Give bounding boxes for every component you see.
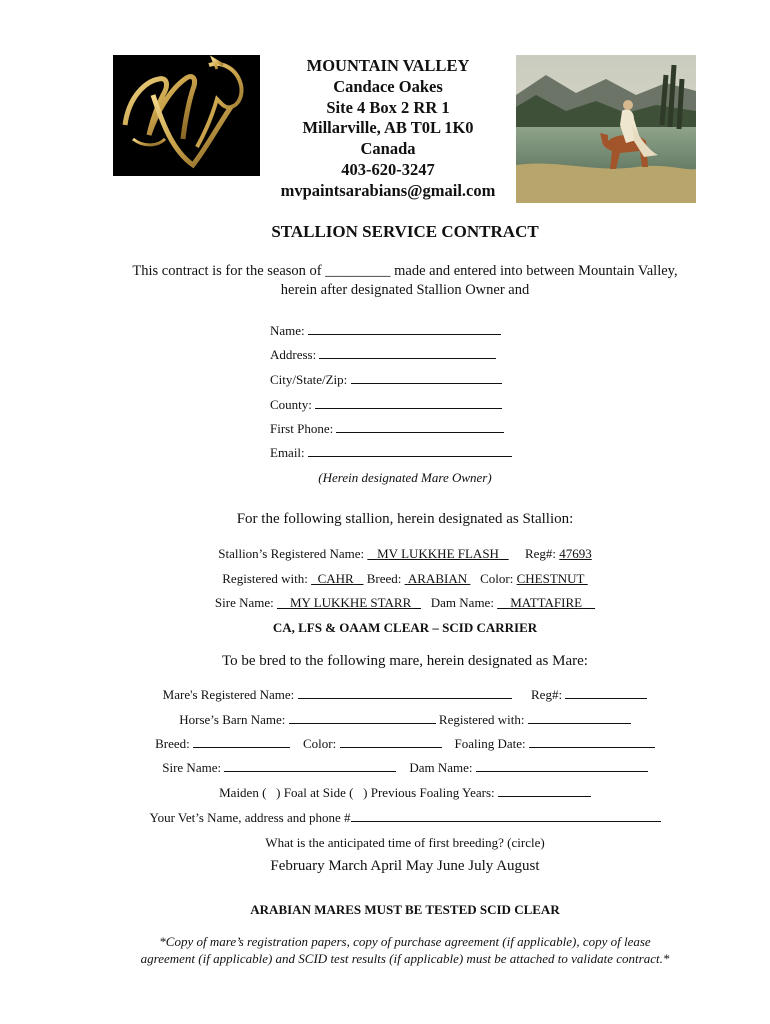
owner-name: Candace Oakes: [333, 76, 443, 96]
contract-intro: [100, 262, 710, 300]
stallion-registry-row: [0, 571, 770, 587]
logo-graphic: [113, 55, 260, 176]
mare-barn-name-label: Horse’s Barn Name:: [179, 712, 286, 727]
mare-breed-label: Breed:: [155, 736, 190, 751]
mare-reg-num-label: Reg#:: [531, 687, 563, 702]
stallion-color-text: CHESTNUT: [516, 571, 585, 586]
mare-color-input[interactable]: [340, 736, 442, 748]
stallion-reg-name-value: [367, 546, 508, 561]
stallion-color-label: Color:: [480, 571, 514, 586]
mare-foaling-history-row: [0, 785, 770, 801]
owner-name-label: Name:: [270, 323, 305, 338]
owner-address-label: Address:: [270, 347, 317, 362]
stallion-reg-name-label: Stallion’s Registered Name:: [218, 546, 365, 561]
stallion-heading: For the following stallion, herein designated as Stallion:: [236, 511, 574, 527]
stallion-reg-num-value: 47693: [559, 546, 592, 561]
footnote-line-1: *Copy of mare’s registration papers, copy of purchase agreement (if applicable), copy of lease: [159, 934, 651, 949]
mare-dam-label: Dam Name:: [409, 760, 473, 775]
owner-county-input[interactable]: [315, 397, 502, 409]
mountain-valley-logo: [113, 55, 260, 176]
footnote-line-2: agreement (if applicable) and SCID test results (if applicable) must be attached to validate contract.*: [140, 951, 670, 966]
owner-email-label: Email:: [270, 445, 305, 460]
owner-phone-field: [270, 421, 504, 437]
breeding-months[interactable]: February March April May June July August: [270, 858, 540, 874]
mare-registered-with-input[interactable]: [528, 712, 631, 724]
owner-city-input[interactable]: [351, 372, 502, 384]
mare-reg-num-input[interactable]: [565, 687, 647, 699]
stallion-dam-value: [497, 595, 595, 610]
mare-reg-row: [0, 687, 770, 703]
address-line-1: Site 4 Box 2 RR 1: [326, 97, 450, 117]
stallion-reg-row: [0, 546, 770, 562]
stallion-color-value: [517, 571, 588, 586]
mare-sire-input[interactable]: [224, 760, 396, 772]
stallion-genetics: CA, LFS & OAAM CLEAR – SCID CARRIER: [272, 620, 538, 635]
business-header: [262, 56, 514, 202]
contract-title: STALLION SERVICE CONTRACT: [271, 222, 539, 241]
owner-county-label: County:: [270, 397, 312, 412]
phone: 403-620-3247: [341, 159, 435, 179]
owner-city-field: [270, 372, 502, 388]
stallion-sire-value: [277, 595, 421, 610]
vet-row: [0, 810, 770, 826]
stallion-reg-name-text: MV LUKKHE FLASH: [377, 546, 499, 561]
mare-owner-designation: (Herein designated Mare Owner): [318, 470, 492, 485]
country: Canada: [360, 139, 416, 159]
season-blank[interactable]: _________: [325, 263, 391, 279]
vet-label: Your Vet’s Name, address and phone #: [149, 810, 351, 825]
owner-email-field: [270, 445, 512, 461]
mare-foaling-date-input[interactable]: [529, 736, 655, 748]
stallion-reg-num-label: Reg#:: [524, 546, 556, 561]
horse-rider-photo: [516, 55, 696, 203]
mare-dam-input[interactable]: [476, 760, 648, 772]
intro-text-start: This contract is for the season of: [132, 263, 322, 279]
email: mvpaintsarabians@gmail.com: [280, 180, 496, 200]
mare-reg-name-label: Mare's Registered Name:: [162, 687, 295, 702]
stallion-registry-text: CAHR: [317, 571, 354, 586]
owner-email-input[interactable]: [308, 445, 512, 457]
mare-barn-name-input[interactable]: [289, 712, 436, 724]
stallion-pedigree-row: [0, 595, 770, 611]
stallion-registered-with-label: Registered with:: [222, 571, 308, 586]
address-line-2: Millarville, AB T0L 1K0: [302, 118, 474, 138]
mare-barn-row: [0, 712, 770, 728]
breeding-question: What is the anticipated time of first breeding? (circle): [265, 835, 545, 850]
mare-heading: To be bred to the following mare, herein designated as Mare:: [222, 653, 588, 669]
mare-color-label: Color:: [303, 736, 337, 751]
mare-breed-input[interactable]: [193, 736, 290, 748]
owner-name-input[interactable]: [308, 323, 501, 335]
stallion-dam-label: Dam Name:: [430, 595, 494, 610]
owner-phone-input[interactable]: [336, 421, 504, 433]
intro-line-2: herein after designated Stallion Owner and: [280, 282, 530, 298]
vet-input[interactable]: [351, 810, 661, 822]
stallion-sire-text: MY LUKKHE STARR: [290, 595, 412, 610]
business-name: MOUNTAIN VALLEY: [306, 56, 470, 75]
mare-registered-with-label: Registered with:: [438, 712, 525, 727]
owner-county-field: [270, 397, 502, 413]
previous-foaling-years-input[interactable]: [498, 785, 591, 797]
mare-foaling-date-label: Foaling Date:: [454, 736, 526, 751]
mare-sire-label: Sire Name:: [162, 760, 222, 775]
mare-breed-row: [0, 736, 770, 752]
owner-address-input[interactable]: [319, 347, 496, 359]
mare-maiden-label: Maiden ( ) Foal at Side ( ) Previous Foaling Years:: [219, 785, 495, 800]
stallion-sire-label: Sire Name:: [214, 595, 274, 610]
owner-address-field: [270, 347, 496, 363]
owner-name-field: [270, 323, 501, 339]
stallion-registered-with-value: [311, 571, 363, 586]
stallion-breed-label: Breed:: [366, 571, 402, 586]
landscape-image: [516, 55, 696, 203]
stallion-dam-text: MATTAFIRE: [510, 595, 583, 610]
mare-reg-name-input[interactable]: [298, 687, 512, 699]
scid-notice: ARABIAN MARES MUST BE TESTED SCID CLEAR: [250, 902, 560, 917]
stallion-breed-text: ARABIAN: [407, 571, 468, 586]
mare-pedigree-row: [0, 760, 770, 776]
stallion-breed-value: [405, 571, 471, 586]
intro-text-end: made and entered into between Mountain Valley,: [394, 263, 678, 279]
owner-phone-label: First Phone:: [270, 421, 334, 436]
owner-city-label: City/State/Zip:: [270, 372, 348, 387]
